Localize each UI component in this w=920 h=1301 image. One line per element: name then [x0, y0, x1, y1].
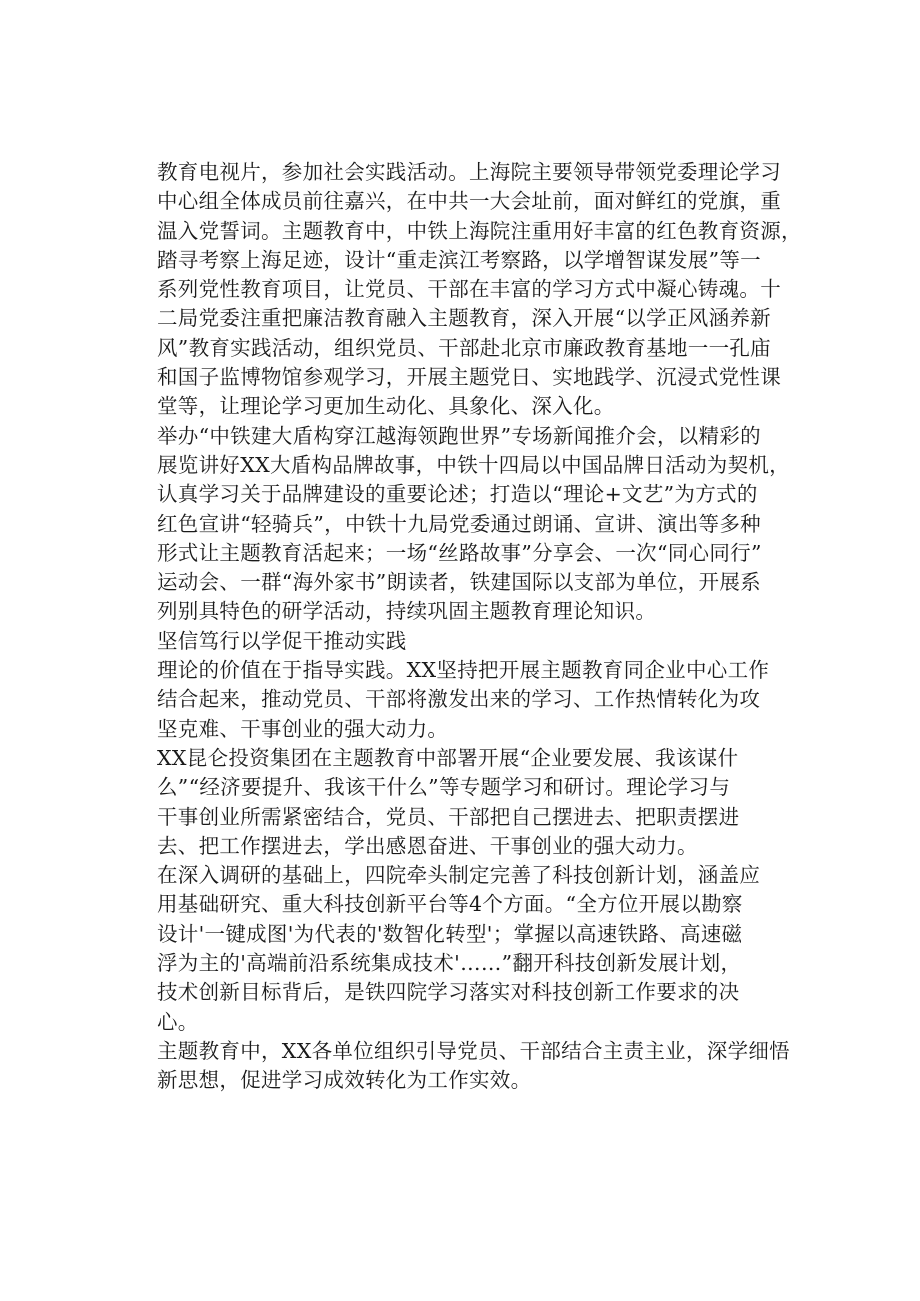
text-line: 理论的价值在于指导实践。XX坚持把开展主题教育同企业中心工作	[157, 658, 770, 683]
text-line: 展览讲好XX大盾构品牌故事，中铁十四局以中国品牌日活动为契机，	[157, 452, 790, 477]
text-line: 认真学习关于品牌建设的重要论述；打造以“理论+文艺”为方式的	[157, 482, 758, 507]
text-line: 技术创新目标背后，是铁四院学习落实对科技创新工作要求的决	[157, 980, 740, 1005]
text-line: 中心组全体成员前往嘉兴，在中共一大会址前，面对鲜红的党旗，重	[157, 189, 781, 214]
text-line: 风”教育实践活动，组织党员、干部赴北京市廉政教育基地一一孔庙	[157, 335, 771, 360]
text-line: 坚克难、干事创业的强大动力。	[157, 716, 449, 741]
text-line: 新思想，促进学习成效转化为工作实效。	[157, 1068, 532, 1093]
text-line: 教育电视片，参加社会实践活动。上海院主要领导带领党委理论学习	[157, 160, 781, 184]
text-line: 踏寻考察上海足迹，设计“重走滨江考察路，以学增智谋发展”等一	[157, 247, 761, 272]
text-line: 结合起来，推动党员、干部将激发出来的学习、工作热情转化为攻	[157, 687, 761, 712]
text-line: 去、把工作摆进去，学出感恩奋进、干事创业的强大动力。	[157, 833, 698, 858]
text-line: 红色宣讲“轻骑兵”，中铁十九局党委通过朗诵、宣讲、演出等多种	[157, 511, 761, 536]
text-line: 运动会、一群“海外家书”朗读者，铁建国际以支部为单位，开展系	[157, 570, 761, 595]
document-body	[157, 158, 802, 1096]
text-line: 浮为主的'高端前沿系统集成技术'……”翻开科技创新发展计划，	[157, 951, 742, 976]
text-line: 堂等，让理论学习更加生动化、具象化、深入化。	[157, 394, 615, 419]
text-line: 列别具特色的研学活动，持续巩固主题教育理论知识。	[157, 599, 657, 624]
text-line: 用基础研究、重大科技创新平台等4个方面。“全方位开展以勘察	[157, 892, 743, 917]
text-line: 么”“经济要提升、我该干什么”等专题学习和研讨。理论学习与	[157, 775, 731, 800]
text-line: 在深入调研的基础上，四院牵头制定完善了科技创新计划，涵盖应	[157, 863, 761, 888]
text-line: 二局党委注重把廉洁教育融入主题教育，深入开展“以学正风涵养新	[157, 306, 771, 331]
section-heading: 坚信笃行以学促干推动实践	[157, 628, 407, 653]
text-line: 系列党性教育项目，让党员、干部在丰富的学习方式中凝心铸魂。十	[157, 277, 781, 302]
text-line: 主题教育中，XX各单位组织引导党员、干部结合主责主业，深学细悟	[157, 1038, 790, 1063]
text-line: 形式让主题教育活起来；一场“丝路故事”分享会、一次“同心同行”	[157, 540, 762, 565]
text-line: 设计'一键成图'为代表的'数智化转型'；掌握以高速铁路、高速磁	[157, 921, 743, 946]
text-line: 和国子监博物馆参观学习，开展主题党日、实地践学、沉浸式党性课	[157, 365, 781, 390]
text-line: 举办“中铁建大盾构穿江越海领跑世界”专场新闻推介会，以精彩的	[157, 423, 761, 448]
text-line: 干事创业所需紧密结合，党员、干部把自己摆进去、把职责摆进	[157, 804, 740, 829]
text-line: 温入党誓词。主题教育中，中铁上海院注重用好丰富的红色教育资源，	[157, 218, 802, 243]
text-line: 心。	[157, 1009, 199, 1034]
text-line: XX昆仑投资集团在主题教育中部署开展“企业要发展、我该谋什	[157, 745, 739, 770]
